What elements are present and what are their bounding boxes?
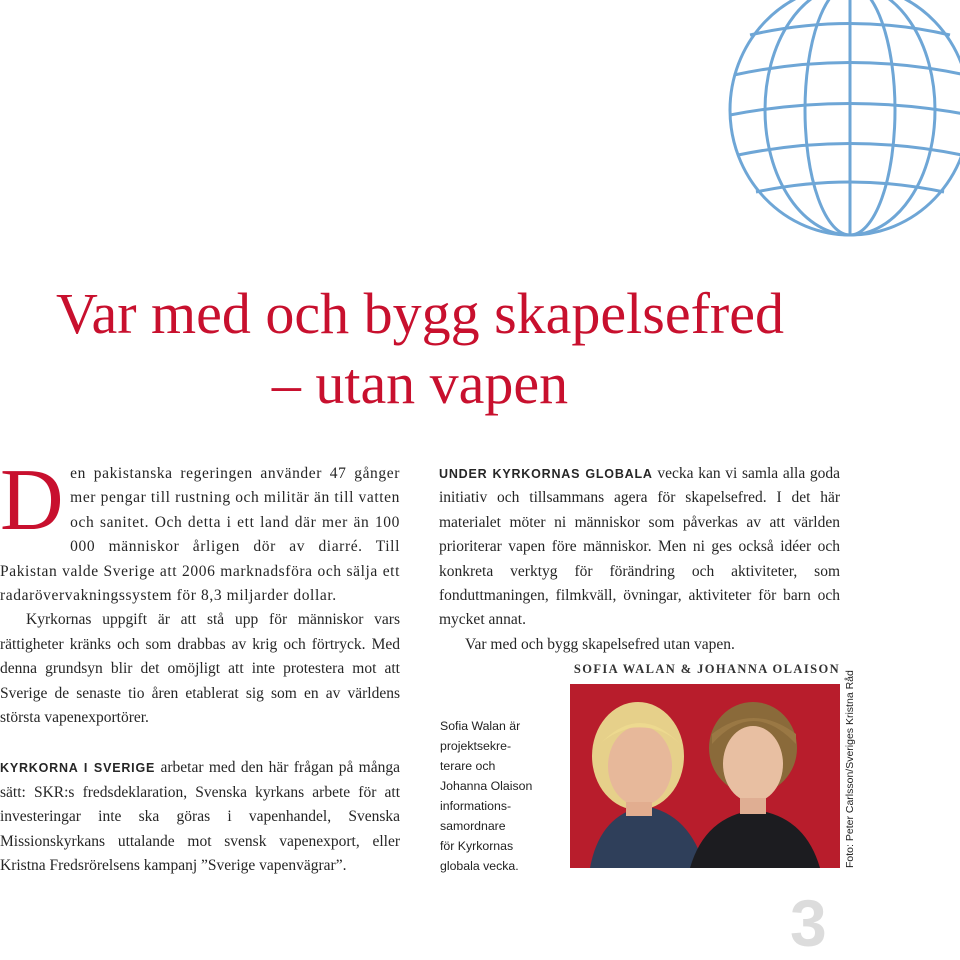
run-in-heading-right: UNDER KYRKORNAS GLOBALA [439,467,653,481]
caption-line: samordnare [440,819,506,833]
dropcap: D [0,452,65,549]
caption-line: informations- [440,799,512,813]
body-paragraph-2: Kyrkornas uppgift är att stå upp för människor vars rättigheter kränks och som drabbas av krig och förtryck. Med denna grundsyn blir det omöjligt att inte protestera mot att Sverige de senaste tio åren etablerat sig som en av världens största vapenexportörer. [0,611,400,727]
caption-line: terare och [440,759,496,773]
right-paragraph-1 [439,462,840,633]
portrait-photo [570,684,840,868]
run-in-heading: KYRKORNA I SVERIGE [0,761,156,776]
intro-paragraph [0,452,400,608]
caption-line: globala vecka. [440,859,519,873]
photo-caption [440,716,560,876]
author-signature: SOFIA WALAN & JOHANNA OLAISON [573,662,840,676]
globe-graphic [720,0,960,270]
body-paragraph-3-text: arbetar med den här frågan på många sätt: SKR:s fredsdeklaration, Svenska kyrkans arbete för att investeringar inte ska göras i vapenhandel, Svenska Missionskyrkans uttalande mot svensk vapenexport, eller Kristna Fredsrörelsens kampanj ”Sverige vapenvägrar”. [0,759,400,875]
headline-line-2: – utan vapen [271,351,569,416]
photo-illustration [570,684,840,868]
body-paragraph-3 [0,756,400,878]
page-number: 3 [790,886,827,960]
caption-line: för Kyrkornas [440,839,514,853]
photo-credit: Foto: Peter Carlsson/Sveriges Kristna Råd [844,670,856,868]
globe-icon [730,0,960,235]
caption-line: projektsekre- [440,739,512,753]
left-column [0,452,400,879]
caption-line: Sofia Walan är [440,719,521,733]
right-column [439,462,840,657]
intro-text: en pakistanska regeringen använder 47 gånger mer pengar till rustning och militär än till vatten och sanitet. Och detta i ett land där mer än 100 000 människor årligen dör av diarré. Till Pakistan valde Sverige att 2006 marknadsföra och sälja ett radarövervakningssystem för 8,3 miljarder dollar. [0,465,400,605]
caption-line: Johanna Olaison [440,779,533,793]
right-paragraph-2: Var med och bygg skapelsefred utan vapen. [465,635,735,653]
right-paragraph-1-text: vecka kan vi samla alla goda initiativ och tillsammans agera för skapelsefred. I det här materialet möter ni människor som påverkas av att världen prioriterar vapen före människor. Men ni ges också idéer och konkreta verktyg för förändring och aktiviteter, som fonduttmaningen, filmkväll, övningar, aktiviteter för barn och mycket annat. [439,465,841,629]
headline-line-1: Var med och bygg skapelsefred [56,281,784,346]
